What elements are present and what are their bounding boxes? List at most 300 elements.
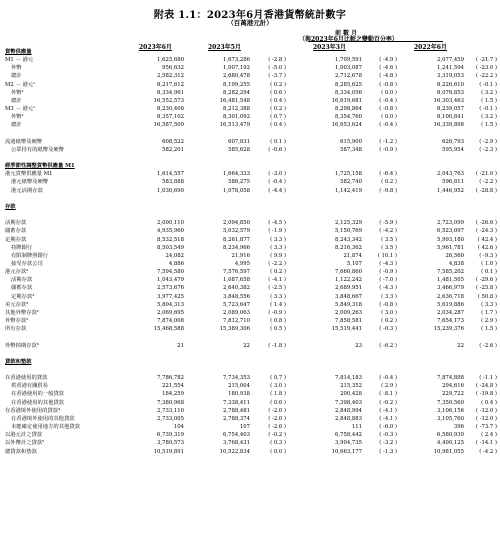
table-row <box>5 146 497 154</box>
change-jun-2022: ( 42.6 ) <box>477 244 497 251</box>
value-jun-2023: 8,217,612 <box>157 81 184 88</box>
value-jun-2022: 7,874,898 <box>437 375 464 382</box>
section-title: 經季節性調整貨幣供應量 M1 <box>5 163 75 170</box>
value-may-2023: 1,087,658 <box>223 277 250 284</box>
change-may-2023: ( 9.9 ) <box>270 252 286 259</box>
table-row <box>5 374 497 382</box>
table-row <box>5 113 497 121</box>
change-jun-2022: ( -19.8 ) <box>475 391 497 398</box>
table-row <box>5 399 497 407</box>
value-jun-2023: 4,886 <box>168 261 184 267</box>
value-jun-2023: 104 <box>173 424 184 431</box>
change-jun-2022: ( 50.8 ) <box>477 293 497 300</box>
value-jun-2022: 294,616 <box>442 383 464 390</box>
table-row <box>5 268 497 276</box>
change-jun-2022: ( 0.4 ) <box>481 399 497 406</box>
value-jun-2023: 16,552,573 <box>153 97 184 104</box>
change-jun-2022: ( -21.0 ) <box>475 171 497 178</box>
row-label: 港元紙幣及硬幣 <box>11 179 49 186</box>
change-may-2023: ( 3.3 ) <box>270 244 286 251</box>
value-jun-2023: 956,632 <box>162 65 184 72</box>
value-mar-2023: 1,709,591 <box>335 57 362 64</box>
section-header-row <box>5 358 497 366</box>
value-jun-2022: 2,034,287 <box>437 309 464 316</box>
value-may-2023: 1,673,286 <box>223 57 250 64</box>
row-label: 總計 <box>11 73 22 80</box>
row-label: 總計 <box>11 122 22 129</box>
value-mar-2023: 8,243,342 <box>335 236 362 243</box>
spacer-row <box>5 154 497 162</box>
value-jun-2023: 2,000,110 <box>157 220 184 227</box>
change-may-2023: ( 0.2 ) <box>270 106 286 113</box>
value-jun-2022: 1,446,952 <box>437 187 464 194</box>
row-label: M1 － 港元 <box>5 57 34 64</box>
section-title: 貸款和墊款 <box>5 358 32 365</box>
value-mar-2023: 15,519,441 <box>331 326 362 333</box>
table-row <box>5 260 497 268</box>
value-jun-2022: 3,105,760 <box>437 415 464 422</box>
change-may-2023: ( 0.6 ) <box>270 399 286 406</box>
value-may-2023: 2,788,481 <box>223 407 250 414</box>
change-jun-2022: ( 2.4 ) <box>481 432 497 439</box>
change-mar-2023: ( -9.8 ) <box>379 187 397 194</box>
value-jun-2023: 2,069,695 <box>157 309 184 316</box>
value-may-2023: 21,916 <box>231 252 250 259</box>
value-jun-2022: 8,226,610 <box>437 81 464 88</box>
value-jun-2022: 7,654,173 <box>437 318 464 325</box>
value-jun-2023: 8,357,102 <box>157 114 184 121</box>
table-row <box>5 415 497 423</box>
value-jun-2023: 8,532,518 <box>157 236 184 243</box>
row-label: 流通紙幣及硬幣 <box>5 138 43 145</box>
change-jun-2022: ( -25.8 ) <box>475 285 497 292</box>
value-jun-2023: 1,043,479 <box>157 277 184 284</box>
value-may-2023: 7,734,353 <box>223 375 250 382</box>
value-jun-2023: 2,733,005 <box>157 415 184 422</box>
change-jun-2022: ( 3.2 ) <box>481 89 497 96</box>
value-may-2023: 5,723,647 <box>223 301 250 308</box>
change-jun-2022: ( -2.3 ) <box>479 146 497 153</box>
row-label: 在香港境外使用的貸款⁴ <box>5 407 61 414</box>
spacer-row <box>5 366 497 374</box>
row-label: 儲蓄存款 <box>11 285 33 292</box>
change-mar-2023: ( -5.9 ) <box>379 220 397 227</box>
row-label: 外幣存款² <box>5 318 29 325</box>
value-may-2023: 22 <box>243 342 250 349</box>
value-jun-2022: 22 <box>457 342 464 349</box>
change-may-2023: ( 0.4 ) <box>270 122 286 129</box>
value-may-2023: 586,275 <box>228 179 250 186</box>
value-mar-2023: 582,740 <box>340 179 362 186</box>
change-mar-2023: ( -6.4 ) <box>379 171 397 178</box>
change-mar-2023: ( -0.9 ) <box>379 146 397 153</box>
value-mar-2023: 7,660,860 <box>335 269 362 276</box>
table-row <box>5 72 497 80</box>
row-label: M2 － 港元¹ <box>5 81 36 88</box>
change-jun-2022: ( 3.2 ) <box>481 114 497 121</box>
spacer-row <box>5 333 497 341</box>
value-jun-2023: 184,259 <box>162 391 184 398</box>
value-may-2023: 607,831 <box>228 138 250 145</box>
value-jun-2022: 16,339,898 <box>433 122 464 129</box>
change-jun-2022: ( 1.5 ) <box>481 97 497 104</box>
value-jun-2023: 2,582,312 <box>157 73 184 80</box>
row-label: 在香港使用的一般貸款 <box>11 391 64 398</box>
value-jun-2023: 16,587,509 <box>153 122 184 129</box>
row-label: 外幣 <box>11 65 22 72</box>
spacer-row <box>5 130 497 138</box>
value-jun-2022: 15,239,376 <box>433 326 464 333</box>
value-may-2023: 8,261,877 <box>223 236 250 243</box>
value-mar-2023: 111 <box>351 424 362 431</box>
row-label: 外幣¹ <box>11 89 24 96</box>
table-row <box>5 97 497 105</box>
change-mar-2023: ( 2.9 ) <box>381 383 397 390</box>
value-may-2023: 3,848,556 <box>223 293 250 300</box>
value-mar-2023: 5,107 <box>346 261 362 267</box>
change-mar-2023: ( -0.2 ) <box>379 399 397 406</box>
value-jun-2022: 26,560 <box>445 252 464 259</box>
row-label: 活期存款 <box>11 277 33 284</box>
section-header-row <box>5 162 497 170</box>
value-mar-2023: 2,125,329 <box>335 220 362 227</box>
change-mar-2023: ( -4.8 ) <box>379 73 397 80</box>
change-may-2023: ( -2.8 ) <box>268 57 286 64</box>
value-jun-2022: 6,580,930 <box>437 432 464 439</box>
change-mar-2023: ( -0.4 ) <box>379 122 397 129</box>
change-may-2023: ( 0.6 ) <box>270 89 286 96</box>
change-may-2023: ( 0.2 ) <box>270 81 286 88</box>
section-title: 貨幣供應量 <box>5 49 32 55</box>
value-jun-2023: 8,503,549 <box>157 244 184 251</box>
change-mar-2023: ( 0.0 ) <box>381 114 397 121</box>
change-jun-2022: ( -2.9 ) <box>479 138 497 145</box>
value-jun-2022: 596,811 <box>442 179 464 186</box>
change-mar-2023: ( -4.3 ) <box>379 261 397 267</box>
value-mar-2023: 7,814,183 <box>335 375 362 382</box>
value-may-2023: 5,032,579 <box>223 228 250 235</box>
change-may-2023: ( -4.1 ) <box>268 277 286 284</box>
row-label: 活期存款 <box>5 220 27 227</box>
value-jun-2022: 2,636,718 <box>437 293 464 300</box>
change-may-2023: ( -0.2 ) <box>268 432 286 439</box>
value-jun-2022: 10,981,055 <box>433 448 464 455</box>
table-row <box>5 138 497 146</box>
value-jun-2023: 5,804,313 <box>157 301 184 308</box>
change-mar-2023: ( -1.3 ) <box>379 448 397 455</box>
value-jun-2022: 2,077,459 <box>437 57 464 64</box>
change-mar-2023: ( 0.2 ) <box>381 318 397 325</box>
table-body <box>5 48 497 456</box>
change-may-2023: ( 0.1 ) <box>270 138 286 145</box>
change-mar-2023: ( -1.2 ) <box>379 138 397 145</box>
value-mar-2023: 5,150,769 <box>335 228 362 235</box>
value-jun-2023: 15,468,588 <box>153 326 184 333</box>
table-row <box>5 439 497 447</box>
value-jun-2022: 229,722 <box>442 391 464 398</box>
value-jun-2022: 16,303,463 <box>433 97 464 104</box>
value-may-2023: 8,199,255 <box>223 81 250 88</box>
change-may-2023: ( -2.2 ) <box>268 261 286 267</box>
value-mar-2023: 8,334,056 <box>335 89 362 96</box>
change-jun-2022: ( 1.5 ) <box>481 326 497 333</box>
change-mar-2023: ( -4.9 ) <box>379 57 397 64</box>
value-jun-2023: 8,334,961 <box>157 89 184 96</box>
value-jun-2023: 6,739,319 <box>157 432 184 439</box>
row-label: 以港元計之貸款 <box>5 432 43 439</box>
change-mar-2023: ( 0.2 ) <box>381 179 397 186</box>
prev-months-header: 前 數 月 <box>335 30 358 37</box>
table-row <box>5 342 497 350</box>
value-jun-2023: 7,380,968 <box>157 399 184 406</box>
value-may-2023: 585,628 <box>228 146 250 153</box>
column-header-jun-2022: 2022年6月 <box>414 44 447 51</box>
change-jun-2022: ( -12.0 ) <box>475 407 497 414</box>
change-may-2023: ( 1.8 ) <box>270 391 286 398</box>
change-may-2023: ( 0.7 ) <box>270 114 286 121</box>
change-jun-2022: ( -24.3 ) <box>475 228 497 235</box>
value-mar-2023: 1,725,158 <box>335 171 362 178</box>
table-row <box>5 431 497 439</box>
change-may-2023: ( 3.3 ) <box>270 236 286 243</box>
value-may-2023: 2,094,850 <box>223 220 250 227</box>
change-mar-2023: ( -0.4 ) <box>379 97 397 104</box>
change-may-2023: ( 0.7 ) <box>270 375 286 382</box>
change-may-2023: ( 0.2 ) <box>270 269 286 276</box>
change-may-2023: ( -2.6 ) <box>268 424 286 431</box>
change-mar-2023: ( -7.0 ) <box>379 277 397 284</box>
page-subtitle: （百萬港元計） <box>227 19 273 27</box>
change-jun-2022: ( -14.1 ) <box>475 440 497 447</box>
change-jun-2022: ( 1.7 ) <box>481 309 497 316</box>
table-row <box>5 325 497 333</box>
value-jun-2023: 7,594,580 <box>157 269 184 276</box>
value-jun-2022: 8,239,057 <box>437 106 464 113</box>
value-jun-2022: 7,350,560 <box>437 399 464 406</box>
table-row <box>5 170 497 178</box>
value-jun-2022: 4,838 <box>448 261 464 267</box>
row-label: 外幣¹ <box>11 114 24 121</box>
statistics-table <box>5 48 497 456</box>
change-mar-2023: ( 3.0 ) <box>381 309 397 316</box>
row-label: 總貸款和墊款 <box>5 448 37 455</box>
value-mar-2023: 615,900 <box>340 138 362 145</box>
page-title: 附表 1.1：2023年6月香港貨幣統計數字 <box>153 10 347 21</box>
table-row <box>5 301 497 309</box>
change-jun-2022: ( -23.0 ) <box>475 65 497 72</box>
value-jun-2023: 21 <box>177 342 184 349</box>
value-may-2023: 16,513,479 <box>219 122 250 129</box>
value-jun-2023: 8,230,408 <box>157 106 184 113</box>
change-mar-2023: ( -8.1 ) <box>379 391 397 398</box>
change-jun-2022: ( -0.1 ) <box>479 106 497 113</box>
value-may-2023: 1,078,058 <box>223 187 250 194</box>
value-jun-2022: 3,319,053 <box>437 73 464 80</box>
change-jun-2022: ( -22.2 ) <box>475 73 497 80</box>
row-label: 定期存款 <box>5 236 27 243</box>
value-may-2023: 8,301,092 <box>223 114 250 121</box>
change-may-2023: ( 0.4 ) <box>270 97 286 104</box>
value-may-2023: 6,754,403 <box>223 432 250 439</box>
column-header-may-2023: 2023年5月 <box>208 44 241 51</box>
table-row <box>5 284 497 292</box>
table-row <box>5 244 497 252</box>
row-label: 在香港境外使用的其他貸款 <box>11 415 75 422</box>
change-jun-2022: ( 0.1 ) <box>481 269 497 276</box>
value-jun-2022: 4,400,125 <box>437 440 464 447</box>
change-mar-2023: ( 3.5 ) <box>381 244 397 251</box>
value-may-2023: 2,089,063 <box>223 309 250 316</box>
value-jun-2023: 3,977,425 <box>157 293 184 300</box>
value-jun-2023: 1,614,557 <box>157 171 184 178</box>
row-label: 供香港有關貿易 <box>11 383 49 390</box>
change-may-2023: ( -0.9 ) <box>268 309 286 316</box>
value-mar-2023: 7,398,403 <box>335 399 362 406</box>
change-may-2023: ( -2.5 ) <box>268 285 286 292</box>
change-jun-2022: ( -29.6 ) <box>475 277 497 284</box>
change-mar-2023: ( -3.2 ) <box>379 440 397 447</box>
row-label: 在香港使用的其他貸款 <box>11 399 64 406</box>
row-label: 在香港使用的貸款 <box>5 375 48 382</box>
value-mar-2023: 2,848,994 <box>335 407 362 414</box>
value-mar-2023: 1,142,419 <box>335 187 362 194</box>
value-may-2023: 10,522,834 <box>219 448 250 455</box>
value-jun-2022: 8,076,853 <box>437 89 464 96</box>
row-label: 總計 <box>11 97 22 104</box>
change-mar-2023: ( -4.6 ) <box>379 65 397 72</box>
value-may-2023: 2,680,478 <box>223 73 250 80</box>
change-note-header: （與2023年6月比較之變動百分率） <box>299 36 398 43</box>
change-mar-2023: ( -0.3 ) <box>379 432 397 439</box>
change-may-2023: ( -1.8 ) <box>268 342 286 349</box>
value-jun-2022: 3,106,156 <box>437 407 464 414</box>
value-mar-2023: 21,874 <box>343 252 362 259</box>
column-header-mar-2023: 2023年3月 <box>313 44 346 51</box>
table-row <box>5 407 497 415</box>
value-jun-2023: 4,935,960 <box>157 228 184 235</box>
value-mar-2023: 8,354,760 <box>335 114 362 121</box>
change-may-2023: ( -3.0 ) <box>268 171 286 178</box>
table-row <box>5 64 497 72</box>
value-may-2023: 1,007,192 <box>223 65 250 72</box>
change-may-2023: ( -2.0 ) <box>268 415 286 422</box>
table-row <box>5 227 497 235</box>
change-mar-2023: ( 3.3 ) <box>381 293 397 300</box>
value-may-2023: 16,481,548 <box>219 97 250 104</box>
value-mar-2023: 5,849,318 <box>335 301 362 308</box>
value-jun-2022: 2,043,763 <box>437 171 464 178</box>
table-row <box>5 423 497 431</box>
change-jun-2022: ( -12.0 ) <box>475 415 497 422</box>
value-may-2023: 8,212,388 <box>223 106 250 113</box>
value-may-2023: 1,664,333 <box>223 171 250 178</box>
change-may-2023: ( -0.4 ) <box>268 179 286 186</box>
value-mar-2023: 2,689,951 <box>335 285 362 292</box>
value-mar-2023: 8,298,864 <box>335 106 362 113</box>
row-label: 其他外幣存款² <box>5 309 39 316</box>
change-jun-2022: ( 1.0 ) <box>481 261 497 267</box>
value-may-2023: 15,389,306 <box>219 326 250 333</box>
change-may-2023: ( -0.6 ) <box>268 146 286 153</box>
table-row <box>5 105 497 113</box>
value-jun-2022: 595,954 <box>442 146 464 153</box>
value-jun-2023: 608,522 <box>162 138 184 145</box>
change-may-2023: ( -1.9 ) <box>268 228 286 235</box>
table-row <box>5 56 497 64</box>
value-mar-2023: 1,003,087 <box>335 65 362 72</box>
row-label: 港元活期存款 <box>11 187 43 194</box>
change-may-2023: ( -2.0 ) <box>268 407 286 414</box>
value-may-2023: 8,234,966 <box>223 244 250 251</box>
change-jun-2022: ( -0.1 ) <box>479 81 497 88</box>
value-may-2023: 180,938 <box>228 391 250 398</box>
spacer-row <box>5 211 497 219</box>
value-mar-2023: 200,428 <box>340 391 362 398</box>
value-mar-2023: 1,122,242 <box>335 277 362 284</box>
table-row <box>5 187 497 195</box>
value-jun-2023: 1,030,690 <box>157 187 184 194</box>
value-may-2023: 107 <box>239 424 250 431</box>
value-jun-2022: 5,993,180 <box>437 236 464 243</box>
value-mar-2023: 215,352 <box>340 383 362 390</box>
value-mar-2023: 23 <box>355 342 362 349</box>
value-jun-2022: 1,481,505 <box>437 277 464 284</box>
change-jun-2022: ( 2.9 ) <box>481 318 497 325</box>
change-mar-2023: ( 0.0 ) <box>381 89 397 96</box>
change-may-2023: ( -5.0 ) <box>268 65 286 72</box>
change-mar-2023: ( -0.4 ) <box>379 375 397 382</box>
value-may-2023: 7,812,710 <box>223 318 250 325</box>
change-jun-2022: ( -2.2 ) <box>479 179 497 186</box>
row-label: M3 － 港元¹ <box>5 106 36 113</box>
change-mar-2023: ( -6.0 ) <box>379 424 397 431</box>
table-row <box>5 309 497 317</box>
value-may-2023: 7,576,597 <box>223 269 250 276</box>
table-row <box>5 219 497 227</box>
change-mar-2023: ( -0.8 ) <box>379 81 397 88</box>
row-label: 港元存款² <box>5 269 29 276</box>
value-mar-2023: 2,712,678 <box>335 73 362 80</box>
change-jun-2022: ( -21.7 ) <box>475 57 497 64</box>
column-header-jun-2023: 2023年6月 <box>139 44 172 51</box>
change-jun-2022: ( -4.2 ) <box>479 448 497 455</box>
change-mar-2023: ( 10.1 ) <box>377 252 397 259</box>
value-jun-2023: 10,519,891 <box>153 448 184 455</box>
value-jun-2022: 1,241,594 <box>437 65 464 72</box>
value-may-2023: 4,995 <box>234 261 250 267</box>
value-mar-2023: 3,848,667 <box>335 293 362 300</box>
table-row <box>5 121 497 129</box>
change-mar-2023: ( 3.5 ) <box>381 236 397 243</box>
table-row <box>5 252 497 260</box>
value-jun-2023: 7,874,008 <box>157 318 184 325</box>
change-may-2023: ( 1.4 ) <box>270 301 286 308</box>
change-may-2023: ( -4.4 ) <box>268 187 286 194</box>
value-mar-2023: 587,348 <box>340 146 362 153</box>
change-may-2023: ( 0.3 ) <box>270 440 286 447</box>
table-row <box>5 448 497 456</box>
value-jun-2023: 582,201 <box>162 146 184 153</box>
change-mar-2023: ( -0.8 ) <box>379 106 397 113</box>
value-mar-2023: 8,285,625 <box>335 81 362 88</box>
row-label: 美元存款² <box>5 301 29 308</box>
table-row <box>5 390 497 398</box>
value-mar-2023: 8,216,362 <box>335 244 362 251</box>
value-may-2023: 7,338,411 <box>223 399 250 406</box>
table-row <box>5 178 497 186</box>
change-mar-2023: ( -4.1 ) <box>379 407 397 414</box>
row-label: 儲蓄存款 <box>5 228 27 235</box>
